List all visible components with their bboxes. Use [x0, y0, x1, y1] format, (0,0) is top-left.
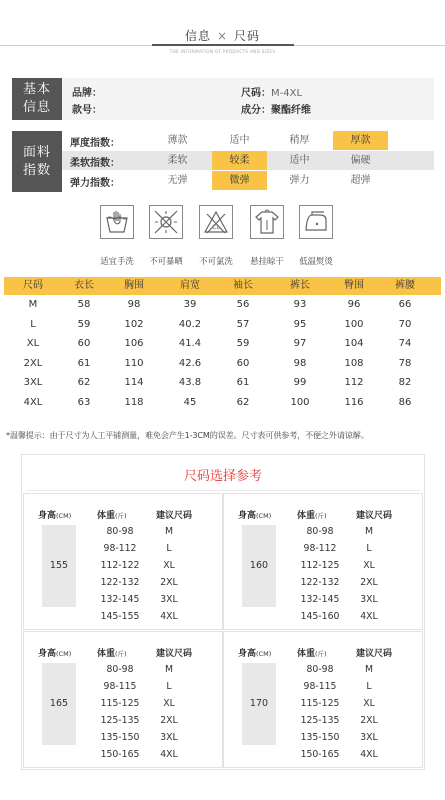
suggested-size: M: [364, 664, 374, 675]
no-sun-icon: [149, 205, 183, 239]
weight-column-header: [97, 508, 127, 521]
fabric-option: 偏硬: [350, 155, 371, 166]
weight-range: 98-112: [103, 543, 137, 554]
size-table-header-cell: 尺码: [23, 280, 43, 291]
table-cell: 70: [398, 318, 412, 330]
suggested-size: XL: [163, 560, 175, 571]
size-table-header-cell: 胸围: [124, 280, 144, 291]
table-cell: 93: [293, 299, 307, 310]
fabric-option: 厚款: [333, 131, 388, 150]
size-column-header: 建议尺码: [156, 511, 193, 521]
size-column-header: 建议尺码: [156, 649, 193, 659]
table-cell: 56: [236, 299, 250, 310]
measurement-tip: *温馨提示：由于尺寸为人工平铺测量，难免会产生1-3CM的误差。尺寸表可供参考，不便之外请谅解。: [6, 430, 369, 440]
size-column-header: 建议尺码: [356, 649, 393, 659]
size-table: [4, 277, 441, 412]
table-cell: 62: [236, 396, 250, 408]
size-table-header-cell: 肩宽: [180, 280, 200, 291]
table-cell: 57: [236, 318, 250, 330]
suggested-size: 2XL: [160, 715, 178, 726]
height-header-unit: (CM): [56, 512, 72, 520]
header-subtitle: THE INFORMATION OF PRODUCTS AND SIZES: [169, 49, 276, 54]
no-sun-label: 不可暴晒: [149, 256, 183, 266]
table-row: [4, 334, 441, 354]
suggested-size: 3XL: [160, 732, 178, 743]
height-column-header: [38, 646, 71, 659]
weight-range: 98-115: [303, 681, 337, 692]
suggested-size: 4XL: [160, 611, 178, 622]
table-cell: 63: [77, 396, 91, 408]
table-cell: 98: [127, 299, 141, 310]
weight-range: 150-165: [300, 749, 340, 760]
weight-header-label: 体重: [297, 511, 316, 521]
low-iron-icon: [299, 205, 333, 239]
table-cell: 66: [398, 299, 412, 310]
table-cell: 106: [124, 338, 144, 349]
weight-range: 125-135: [100, 715, 140, 726]
height-header-label: 身高: [38, 511, 57, 521]
weight-header-label: 体重: [97, 511, 116, 521]
weight-range: 125-135: [300, 715, 340, 726]
fabric-index-side-label-1: 面料: [22, 144, 51, 160]
table-cell: 59: [77, 318, 91, 330]
suggested-size: 3XL: [160, 594, 178, 605]
reference-group: [223, 631, 423, 768]
weight-column-header: [97, 646, 127, 659]
header-title-separator: ×: [216, 29, 229, 43]
height-header-label: 身高: [38, 649, 57, 659]
table-cell: 60: [77, 338, 91, 349]
height-header-label: 身高: [238, 511, 257, 521]
fabric-row-label: 厚度指数：: [70, 138, 120, 149]
fabric-option: 微弹: [212, 171, 267, 190]
care-instructions: [92, 205, 352, 270]
header-title-right: 尺码: [234, 29, 261, 43]
reference-divider: [26, 490, 420, 491]
table-cell: 74: [398, 338, 412, 349]
weight-range: 98-115: [103, 681, 137, 692]
material-label: 成分：: [241, 105, 271, 116]
fabric-index-side-label-2: 指数: [22, 162, 51, 178]
table-cell: XL: [26, 338, 40, 349]
suggested-size: XL: [363, 560, 375, 571]
suggested-size: 4XL: [360, 749, 378, 760]
table-cell: 97: [293, 338, 307, 349]
fabric-row-label: 柔软指数：: [70, 158, 120, 169]
table-cell: 86: [398, 396, 412, 408]
fabric-row: [62, 151, 434, 170]
table-row: [4, 373, 441, 393]
table-cell: 98: [293, 357, 307, 369]
suggested-size: XL: [363, 698, 375, 709]
table-cell: L: [30, 318, 36, 330]
weight-column-header: [297, 508, 327, 521]
header-title: [0, 27, 445, 44]
table-cell: 116: [344, 396, 364, 408]
table-cell: 41.4: [178, 338, 202, 349]
weight-range: 135-150: [100, 732, 140, 743]
weight-range: 145-155: [100, 611, 140, 622]
header-title-left: 信息: [184, 29, 211, 43]
table-cell: 4XL: [23, 396, 43, 408]
table-cell: 110: [124, 357, 144, 369]
size-table-header-cell: 臀围: [344, 280, 364, 291]
table-cell: 118: [124, 396, 144, 408]
fabric-option: 柔软: [167, 155, 188, 166]
height-value: 170: [242, 663, 276, 745]
height-column-header: [38, 508, 71, 521]
fabric-row: [62, 131, 434, 150]
item-number-field: [72, 101, 102, 116]
basic-info-side-label: [12, 78, 62, 120]
table-cell: 82: [398, 377, 412, 388]
suggested-size: L: [166, 681, 172, 692]
table-cell: 100: [290, 396, 310, 408]
hand-wash-label: 适宜手洗: [100, 256, 134, 266]
size-table-header-cell: 衣长: [74, 280, 94, 291]
table-cell: 58: [77, 299, 91, 310]
weight-range: 98-112: [303, 543, 337, 554]
fabric-option: 薄款: [167, 135, 188, 146]
weight-range: 122-132: [100, 577, 140, 588]
brand-label: 品牌：: [72, 88, 102, 99]
suggested-size: L: [366, 543, 372, 554]
height-value: 165: [42, 663, 76, 745]
basic-info-panel: [12, 78, 434, 120]
height-header-unit: (CM): [256, 512, 272, 520]
reference-group: [23, 631, 223, 768]
reference-group: [23, 493, 223, 630]
weight-range: 115-125: [300, 698, 340, 709]
weight-range: 112-125: [300, 560, 340, 571]
weight-range: 132-145: [100, 594, 140, 605]
weight-range: 132-145: [300, 594, 340, 605]
size-reference-chart: [21, 454, 425, 770]
weight-range: 80-98: [106, 664, 134, 675]
suggested-size: L: [366, 681, 372, 692]
height-value: 155: [42, 525, 76, 607]
suggested-size: 3XL: [360, 594, 378, 605]
height-header-label: 身高: [238, 649, 257, 659]
brand-field: [72, 84, 102, 99]
table-row: [4, 315, 441, 335]
table-cell: 102: [124, 318, 144, 330]
weight-header-unit: (斤): [115, 512, 127, 520]
table-cell: 100: [344, 318, 364, 330]
weight-range: 122-132: [300, 577, 340, 588]
hang-dry-label: 悬挂晾干: [250, 256, 284, 266]
table-cell: M: [28, 299, 38, 310]
fabric-option: 无弹: [167, 175, 188, 186]
table-cell: 96: [347, 299, 361, 310]
table-cell: 3XL: [23, 377, 43, 388]
weight-range: 115-125: [100, 698, 140, 709]
table-cell: 2XL: [23, 357, 43, 369]
suggested-size: 4XL: [160, 749, 178, 760]
table-row: [4, 354, 441, 374]
fabric-option: 较柔: [212, 151, 267, 170]
weight-header-label: 体重: [97, 649, 116, 659]
fabric-option: 稍厚: [289, 135, 310, 146]
basic-info-side-label-2: 信息: [22, 100, 51, 115]
size-range-label: 尺码：: [241, 88, 271, 99]
table-cell: 60: [236, 357, 250, 369]
fabric-option: 适中: [289, 155, 310, 166]
table-cell: 61: [77, 357, 91, 369]
table-cell: 114: [124, 377, 144, 388]
weight-header-unit: (斤): [315, 512, 327, 520]
suggested-size: XL: [163, 698, 175, 709]
suggested-size: 2XL: [360, 715, 378, 726]
size-table-header: [4, 277, 441, 295]
size-range-field: [241, 84, 302, 99]
suggested-size: L: [166, 543, 172, 554]
weight-range: 112-122: [100, 560, 140, 571]
table-cell: 78: [398, 357, 412, 369]
suggested-size: M: [164, 664, 174, 675]
svg-text:CL: CL: [212, 224, 220, 231]
fabric-index-panel: [12, 131, 434, 192]
size-table-header-cell: 裤腰: [395, 280, 415, 291]
weight-header-label: 体重: [297, 649, 316, 659]
fabric-option: 超弹: [350, 175, 371, 186]
item-number-label: 款号：: [72, 105, 102, 116]
table-cell: 104: [344, 338, 364, 349]
table-cell: 61: [236, 377, 250, 388]
suggested-size: 4XL: [360, 611, 378, 622]
weight-header-unit: (斤): [315, 650, 327, 658]
basic-info-side-label-1: 基本: [22, 82, 51, 97]
weight-range: 80-98: [106, 526, 134, 537]
weight-range: 135-150: [300, 732, 340, 743]
weight-column-header: [297, 646, 327, 659]
material-value: 聚酯纤维: [271, 105, 311, 116]
fabric-row: [62, 171, 434, 190]
size-table-header-cell: 袖长: [233, 280, 253, 291]
table-row: [4, 393, 441, 413]
fabric-row-label: 弹力指数：: [70, 178, 120, 189]
table-cell: 40.2: [178, 318, 202, 330]
table-cell: 39: [183, 299, 197, 310]
table-cell: 62: [77, 377, 91, 388]
fabric-option: 适中: [229, 135, 250, 146]
table-cell: 99: [293, 377, 307, 388]
table-cell: 43.8: [178, 377, 202, 388]
page-header: [0, 0, 445, 60]
suggested-size: 3XL: [360, 732, 378, 743]
table-cell: 42.6: [178, 357, 202, 369]
table-cell: 59: [236, 338, 250, 349]
weight-range: 80-98: [306, 526, 334, 537]
hang-dry-icon: [250, 205, 284, 239]
fabric-index-side-label: [12, 131, 62, 192]
height-header-unit: (CM): [56, 650, 72, 658]
weight-header-unit: (斤): [115, 650, 127, 658]
no-bleach-icon: [199, 205, 233, 239]
size-column-header: 建议尺码: [356, 511, 393, 521]
no-bleach-label: 不可氯洗: [199, 256, 233, 266]
table-cell: 112: [344, 377, 364, 388]
table-cell: 95: [293, 318, 307, 330]
table-cell: 45: [183, 396, 197, 408]
table-cell: 108: [344, 357, 364, 369]
suggested-size: M: [364, 526, 374, 537]
low-iron-label: 低温熨烫: [299, 256, 333, 266]
height-header-unit: (CM): [256, 650, 272, 658]
weight-range: 80-98: [306, 664, 334, 675]
height-value: 160: [242, 525, 276, 607]
header-divider-accent: [152, 44, 294, 46]
size-range-value: M-4XL: [271, 88, 303, 99]
suggested-size: 2XL: [360, 577, 378, 588]
material-field: [241, 101, 311, 116]
table-row: [4, 295, 441, 315]
height-column-header: [238, 646, 271, 659]
hand-wash-icon: [100, 205, 134, 239]
reference-title: 尺码选择参考: [183, 469, 262, 484]
fabric-option: 弹力: [289, 175, 310, 186]
reference-group: [223, 493, 423, 630]
size-table-header-cell: 裤长: [290, 280, 310, 291]
weight-range: 145-160: [300, 611, 340, 622]
weight-range: 150-165: [100, 749, 140, 760]
suggested-size: M: [164, 526, 174, 537]
height-column-header: [238, 508, 271, 521]
suggested-size: 2XL: [160, 577, 178, 588]
